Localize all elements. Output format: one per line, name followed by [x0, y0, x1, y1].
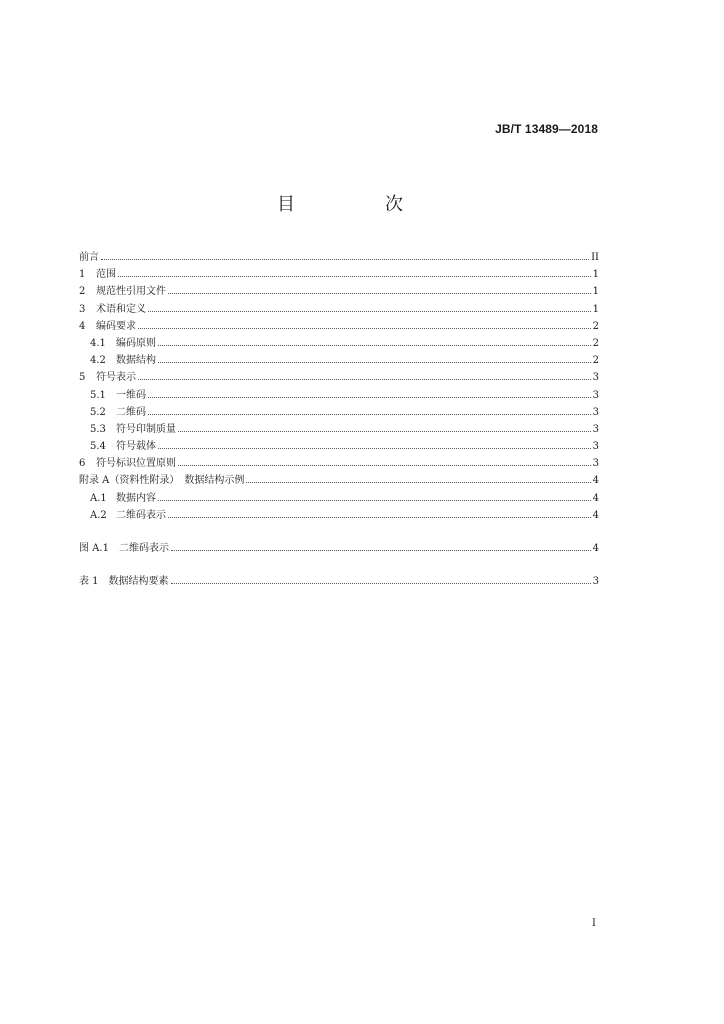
- toc-entry-page: 3: [592, 406, 599, 418]
- toc-entry[interactable]: [79, 421, 599, 438]
- dot-leader: [158, 500, 591, 501]
- toc-entry-label: 范围: [96, 269, 116, 281]
- toc-entry[interactable]: [79, 266, 599, 283]
- toc-entry[interactable]: [79, 318, 599, 335]
- toc-entry-page: 4: [592, 543, 599, 554]
- toc-entry-page: 1: [592, 303, 599, 315]
- dot-leader: [171, 550, 591, 551]
- toc-entry-label: 符号印制质量: [116, 423, 176, 435]
- toc-entry-number: 1: [79, 269, 86, 281]
- dot-leader: [168, 293, 591, 294]
- toc-entry[interactable]: [79, 404, 599, 421]
- dot-leader: [178, 465, 591, 466]
- toc-entry-label: 表 1 数据结构要素: [79, 576, 169, 588]
- toc-entry-number: 5: [79, 372, 86, 384]
- toc-entry-number: 2: [79, 286, 86, 298]
- toc-entry-label: 数据结构: [116, 355, 156, 367]
- dot-leader: [138, 328, 591, 329]
- toc-entry-page: 3: [592, 423, 599, 435]
- toc-entry-number: 5.2: [90, 406, 106, 418]
- table-of-contents: [79, 249, 599, 590]
- toc-entry[interactable]: [79, 455, 599, 472]
- toc-entry[interactable]: [79, 387, 599, 404]
- toc-entry-page: 3: [592, 458, 599, 470]
- toc-entry-number: 5.3: [90, 423, 106, 435]
- toc-entry-number: A.1: [90, 492, 107, 504]
- dot-leader: [101, 259, 589, 260]
- toc-entry[interactable]: [79, 438, 599, 455]
- toc-entry-page: 1: [592, 269, 599, 281]
- dot-leader: [178, 431, 591, 432]
- toc-entry-label: 符号标识位置原则: [96, 458, 176, 470]
- toc-entry-label: 图 A.1 二维码表示: [79, 543, 169, 554]
- toc-entry-label: 规范性引用文件: [96, 286, 166, 298]
- dot-leader: [118, 276, 591, 277]
- document-code: JB/T 13489—2018: [495, 122, 598, 136]
- toc-entry[interactable]: [79, 335, 599, 352]
- toc-entry-page: 3: [592, 576, 599, 588]
- toc-entry-label: 二维码: [116, 406, 146, 418]
- toc-entry[interactable]: [79, 507, 599, 524]
- toc-entry-number: 4: [79, 320, 86, 332]
- dot-leader: [246, 482, 590, 483]
- toc-entry-page: 4: [592, 492, 599, 504]
- dot-leader: [148, 414, 591, 415]
- toc-entry-page: 3: [592, 372, 599, 384]
- dot-leader: [168, 517, 591, 518]
- page-number: I: [592, 918, 596, 929]
- toc-entry-number: 4.1: [90, 337, 106, 349]
- toc-entry-page: 2: [592, 337, 599, 349]
- toc-entry[interactable]: [79, 369, 599, 386]
- toc-entry-label: 一维码: [116, 389, 146, 401]
- toc-entry-page: 4: [592, 475, 599, 487]
- toc-entry-page: II: [591, 252, 599, 263]
- toc-entry-number: 3: [79, 303, 86, 315]
- toc-entry[interactable]: [79, 490, 599, 507]
- toc-entry[interactable]: [79, 249, 599, 266]
- toc-entry-label: 附录 A（资料性附录） 数据结构示例: [79, 475, 245, 487]
- dot-leader: [138, 379, 591, 380]
- dot-leader: [171, 583, 591, 584]
- toc-entry[interactable]: [79, 352, 599, 369]
- toc-entry-page: 3: [592, 389, 599, 401]
- toc-entry-label: 编码要求: [96, 320, 136, 332]
- dot-leader: [158, 448, 591, 449]
- dot-leader: [158, 345, 591, 346]
- toc-entry-label: 二维码表示: [116, 509, 166, 521]
- toc-entry[interactable]: [79, 283, 599, 300]
- page-title: 目 次: [277, 194, 439, 215]
- toc-entry[interactable]: [79, 301, 599, 318]
- toc-entry-number: 4.2: [90, 355, 106, 367]
- toc-entry-number: 6: [79, 458, 86, 470]
- toc-entry-number: A.2: [90, 509, 107, 521]
- toc-entry-number: 5.4: [90, 441, 106, 453]
- toc-entry-label: 术语和定义: [96, 303, 146, 315]
- toc-entry-label: 数据内容: [116, 492, 156, 504]
- toc-entry-page: 3: [592, 441, 599, 453]
- toc-entry-label: 编码原则: [116, 337, 156, 349]
- toc-entry[interactable]: [79, 472, 599, 489]
- toc-entry-page: 4: [592, 509, 599, 521]
- dot-leader: [148, 397, 591, 398]
- toc-entry-page: 2: [592, 320, 599, 332]
- toc-entry[interactable]: [79, 540, 599, 557]
- toc-entry-label: 符号载体: [116, 441, 156, 453]
- dot-leader: [148, 311, 591, 312]
- toc-entry-label: 前言: [79, 252, 99, 263]
- dot-leader: [158, 362, 591, 363]
- toc-entry[interactable]: [79, 573, 599, 590]
- toc-entry-label: 符号表示: [96, 372, 136, 384]
- toc-entry-page: 2: [592, 355, 599, 367]
- toc-entry-page: 1: [592, 286, 599, 298]
- toc-entry-number: 5.1: [90, 389, 106, 401]
